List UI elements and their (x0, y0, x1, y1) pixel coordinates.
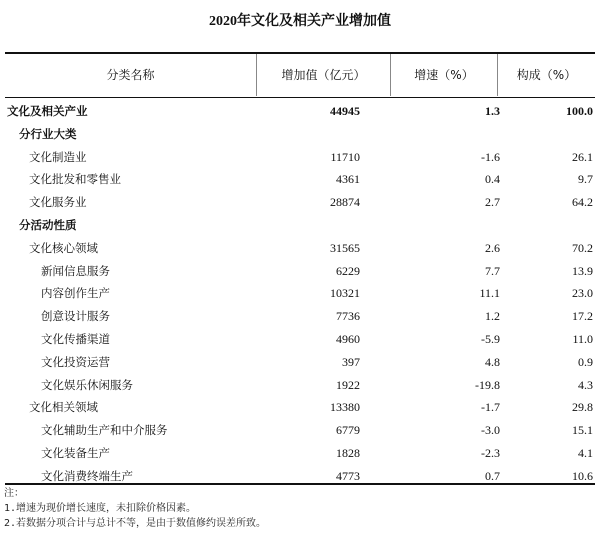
header-growth: 增速（%） (414, 68, 474, 82)
table-row (5, 396, 595, 418)
row-value: 1922 (336, 377, 360, 392)
row-share: 0.9 (578, 354, 593, 369)
footnote-label: 注： (4, 488, 24, 499)
row-growth: -3.0 (481, 423, 500, 438)
row-value: 28874 (330, 195, 360, 210)
row-value: 397 (342, 354, 360, 369)
row-value: 4960 (336, 332, 360, 346)
row-share: 13.9 (572, 263, 593, 278)
table-row (5, 442, 595, 464)
footnote-1: 1.增速为现价增长速度，未扣除价格因素。 (4, 503, 197, 514)
row-share: 26.1 (572, 149, 593, 164)
table-row (5, 191, 595, 213)
row-value: 31565 (330, 240, 360, 255)
row-value: 11710 (330, 149, 360, 164)
row-growth: 0.4 (485, 172, 500, 187)
table-title: 2020年文化及相关产业增加值 (209, 14, 391, 29)
row-growth: 1.2 (485, 309, 500, 324)
row-growth: -2.3 (481, 446, 500, 460)
row-name: 文化装备生产 (41, 446, 110, 460)
row-name: 文化服务业 (29, 195, 87, 210)
table-row (5, 237, 595, 259)
bottom-rule (5, 483, 595, 485)
row-share: 9.7 (578, 172, 593, 187)
table-row (5, 146, 595, 168)
row-value: 6779 (336, 423, 360, 438)
table-row (5, 123, 595, 145)
row-growth: 4.8 (485, 354, 500, 369)
row-share: 17.2 (572, 309, 593, 324)
row-name: 新闻信息服务 (41, 263, 110, 278)
table-row (5, 100, 595, 122)
row-name: 文化传播渠道 (41, 332, 110, 346)
row-share: 29.8 (572, 400, 593, 415)
row-share: 64.2 (572, 195, 593, 210)
row-growth: -5.9 (481, 332, 500, 346)
row-growth: 1.3 (485, 104, 500, 118)
row-name: 文化核心领域 (29, 240, 98, 255)
row-share: 70.2 (572, 240, 593, 255)
header-rule (5, 97, 595, 98)
row-share: 4.1 (578, 446, 593, 460)
row-value: 7736 (336, 309, 360, 324)
row-name: 文化相关领域 (29, 400, 98, 415)
row-value: 6229 (336, 263, 360, 278)
row-name: 文化消费终端生产 (41, 468, 133, 483)
row-growth: 2.7 (485, 195, 500, 210)
table-row (5, 305, 595, 327)
row-name: 分行业大类 (19, 126, 77, 141)
row-growth: 7.7 (485, 263, 500, 278)
header-name: 分类名称 (106, 68, 155, 82)
row-value: 44945 (330, 104, 360, 118)
row-name: 文化投资运营 (41, 354, 110, 369)
row-name: 创意设计服务 (41, 309, 110, 324)
row-share: 15.1 (572, 423, 593, 438)
table-row (5, 351, 595, 373)
row-value: 13380 (330, 400, 360, 415)
row-growth: -1.6 (481, 149, 500, 164)
row-name: 文化制造业 (29, 149, 87, 164)
row-name: 内容创作生产 (41, 286, 110, 301)
row-share: 4.3 (578, 377, 593, 392)
row-value: 10321 (330, 286, 360, 301)
header-value: 增加值（亿元） (281, 68, 366, 82)
row-growth: 0.7 (485, 468, 500, 483)
row-share: 11.0 (572, 332, 593, 346)
row-name: 文化娱乐休闲服务 (41, 377, 133, 392)
footnotes (4, 486, 594, 531)
table-row (5, 260, 595, 282)
row-growth: -1.7 (481, 400, 500, 415)
row-name: 分活动性质 (19, 218, 77, 232)
row-name: 文化辅助生产和中介服务 (41, 423, 168, 438)
row-share: 100.0 (566, 104, 593, 118)
row-value: 4773 (336, 468, 360, 483)
header-share: 构成（%） (516, 68, 577, 82)
table-row (5, 419, 595, 441)
row-growth: -19.8 (475, 377, 500, 392)
table-row (5, 282, 595, 304)
row-growth: 2.6 (485, 240, 500, 255)
row-share: 10.6 (572, 468, 593, 483)
table-row (5, 168, 595, 190)
table-row (5, 374, 595, 396)
row-share: 23.0 (572, 286, 593, 301)
row-name: 文化批发和零售业 (29, 172, 121, 187)
row-value: 1828 (336, 446, 360, 460)
row-name: 文化及相关产业 (7, 104, 88, 118)
footnote-2: 2.若数据分项合计与总计不等，是由于数值修约误差所致。 (4, 518, 267, 529)
table-row (5, 328, 595, 350)
row-growth: 11.1 (479, 286, 500, 301)
row-value: 4361 (336, 172, 360, 187)
table-row (5, 214, 595, 236)
